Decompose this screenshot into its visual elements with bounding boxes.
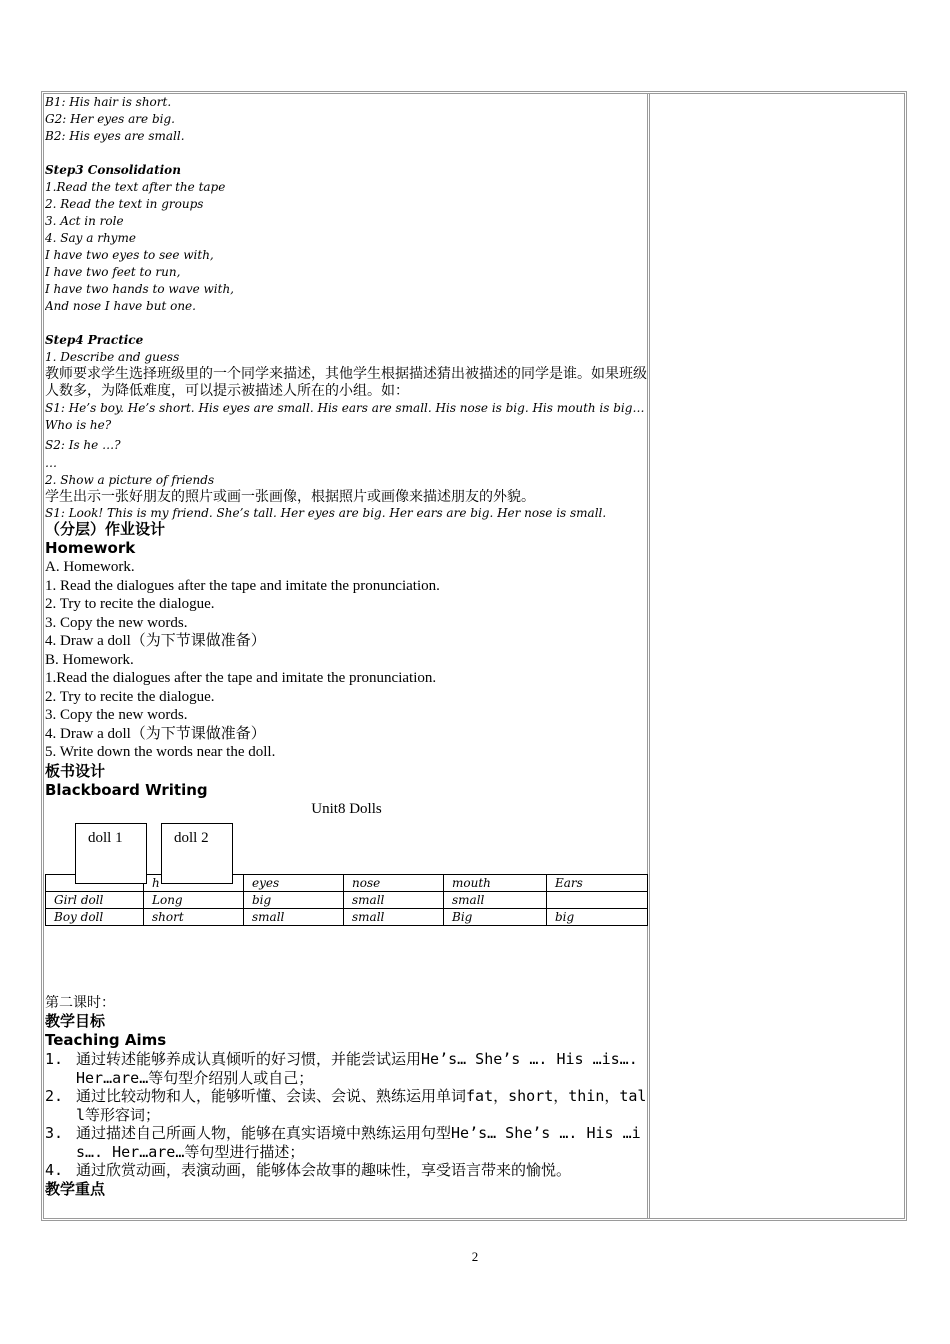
homework-item: 1.Read the dialogues after the tape and imitate the pronunciation. (45, 670, 437, 686)
aim-text: 通过描述自己所画人物，能够在真实语境中熟练运用句型He’s… She’s …. His …is…. Her…are…等句型进行描述； (76, 1124, 641, 1161)
table-cell: nose (344, 875, 444, 892)
table-cell: Ears (547, 875, 648, 892)
step4-description: 学生出示一张好朋友的照片或画一张画像，根据照片或画像来描述朋友的外貌。 (45, 489, 535, 505)
table-cell: h (144, 875, 244, 892)
homework-item: 4. Draw a doll（为下节课做准备） (45, 725, 266, 742)
homework-item: 4. Draw a doll（为下节课做准备） (45, 633, 266, 649)
aim-number: 2. (45, 1087, 64, 1105)
example-line: … (45, 456, 57, 470)
table-cell: Big (444, 909, 547, 926)
step4-title: Step4 Practice (45, 333, 144, 347)
key-points-heading: 教学重点 (45, 1179, 106, 1198)
lesson-content (45, 94, 648, 1199)
table-cell: small (444, 892, 547, 909)
table-cell: big (244, 892, 344, 909)
aim-item (45, 1124, 648, 1161)
table-cell: mouth (444, 875, 547, 892)
homework-item: 3. Copy the new words. (45, 707, 188, 723)
rhyme-line: I have two feet to run, (45, 265, 181, 279)
aim-text: 通过转述能够养成认真倾听的好习惯，并能尝试运用He’s… She’s …. His …is…. Her…are…等句型介绍别人或自己； (76, 1050, 638, 1087)
table-cell: Long (144, 892, 244, 909)
example-line: S1: Look! This is my friend. She’s tall. Her eyes are big. Her ears are big. Her nose is small. (45, 506, 607, 520)
homework-item: 2. Try to recite the dialogue. (45, 688, 215, 705)
table-cell: small (244, 909, 344, 926)
step3-item: 3. Act in role (45, 214, 124, 228)
step3-item: 2. Read the text in groups (45, 197, 204, 211)
table-cell: small (344, 892, 444, 909)
aim-item (45, 1050, 648, 1087)
aim-number: 1. (45, 1050, 64, 1068)
rhyme-line: I have two eyes to see with, (45, 248, 214, 262)
homework-heading-en: Homework (45, 539, 136, 557)
page-number: 2 (471, 1249, 479, 1264)
homework-level: B. Homework. (45, 651, 134, 668)
table-cell: small (344, 909, 444, 926)
example-line: Who is he? (45, 418, 112, 432)
aims-heading-en: Teaching Aims (45, 1031, 167, 1049)
homework-level: A. Homework. (45, 559, 135, 575)
table-cell: Girl doll (46, 892, 144, 909)
aim-item (45, 1161, 648, 1180)
table-row (46, 892, 648, 909)
homework-heading-cn: （分层）作业设计 (45, 520, 166, 538)
doll-1-box: doll 1 (75, 823, 147, 884)
step4-item: 1. Describe and guess (45, 350, 180, 364)
aim-item (45, 1087, 648, 1124)
aim-text: 通过欣赏动画，表演动画，能够体会故事的趣味性，享受语言带来的愉悦。 (76, 1161, 572, 1179)
blackboard-drawing (45, 818, 648, 928)
rhyme-line: And nose I have but one. (45, 299, 196, 313)
aim-text: 通过比较动物和人，能够听懂、会读、会说、熟练运用单词fat，short，thin，tall等形容词； (76, 1087, 647, 1124)
homework-item: 3. Copy the new words. (45, 614, 188, 631)
rhyme-line: I have two hands to wave with, (45, 282, 234, 296)
step4-description: 教师要求学生选择班级里的一个同学来描述，其他学生根据描述猜出被描述的同学是谁。如果班级人数多，为降低难度，可以提示被描述人所在的小组。如： (45, 366, 647, 399)
blackboard-heading-cn: 板书设计 (45, 761, 106, 780)
homework-item: 2. Try to recite the dialogue. (45, 596, 215, 612)
homework-item: 1. Read the dialogues after the tape and imitate the pronunciation. (45, 577, 440, 594)
table-cell: short (144, 909, 244, 926)
aim-number: 3. (45, 1124, 64, 1142)
step3-item: 4. Say a rhyme (45, 231, 136, 245)
doll-2-box: doll 2 (161, 823, 233, 884)
lesson-label: 第二课时： (45, 995, 115, 1011)
step3-item: 1.Read the text after the tape (45, 180, 226, 194)
blackboard-heading-en: Blackboard Writing (45, 780, 208, 799)
step4-item: 2. Show a picture of friends (45, 473, 215, 487)
dialogue-line: B1: His hair is short. (45, 95, 172, 109)
example-line: S2: Is he …? (45, 438, 121, 452)
aims-heading-cn: 教学目标 (45, 1012, 106, 1030)
table-cell: Boy doll (46, 909, 144, 926)
aim-number: 4. (45, 1161, 64, 1179)
blackboard-unit-title: Unit8 Dolls (311, 800, 382, 817)
table-cell: big (547, 909, 648, 926)
example-line: S1: He’s boy. He’s short. His eyes are small. His ears are small. His nose is big. His mouth is big… (45, 401, 645, 415)
dialogue-line: B2: His eyes are small. (45, 129, 185, 143)
dialogue-line: G2: Her eyes are big. (45, 112, 175, 126)
step3-title: Step3 Consolidation (45, 163, 181, 177)
table-cell (547, 892, 648, 909)
homework-item: 5. Write down the words near the doll. (45, 744, 276, 760)
table-cell: eyes (244, 875, 344, 892)
table-row (46, 909, 648, 926)
